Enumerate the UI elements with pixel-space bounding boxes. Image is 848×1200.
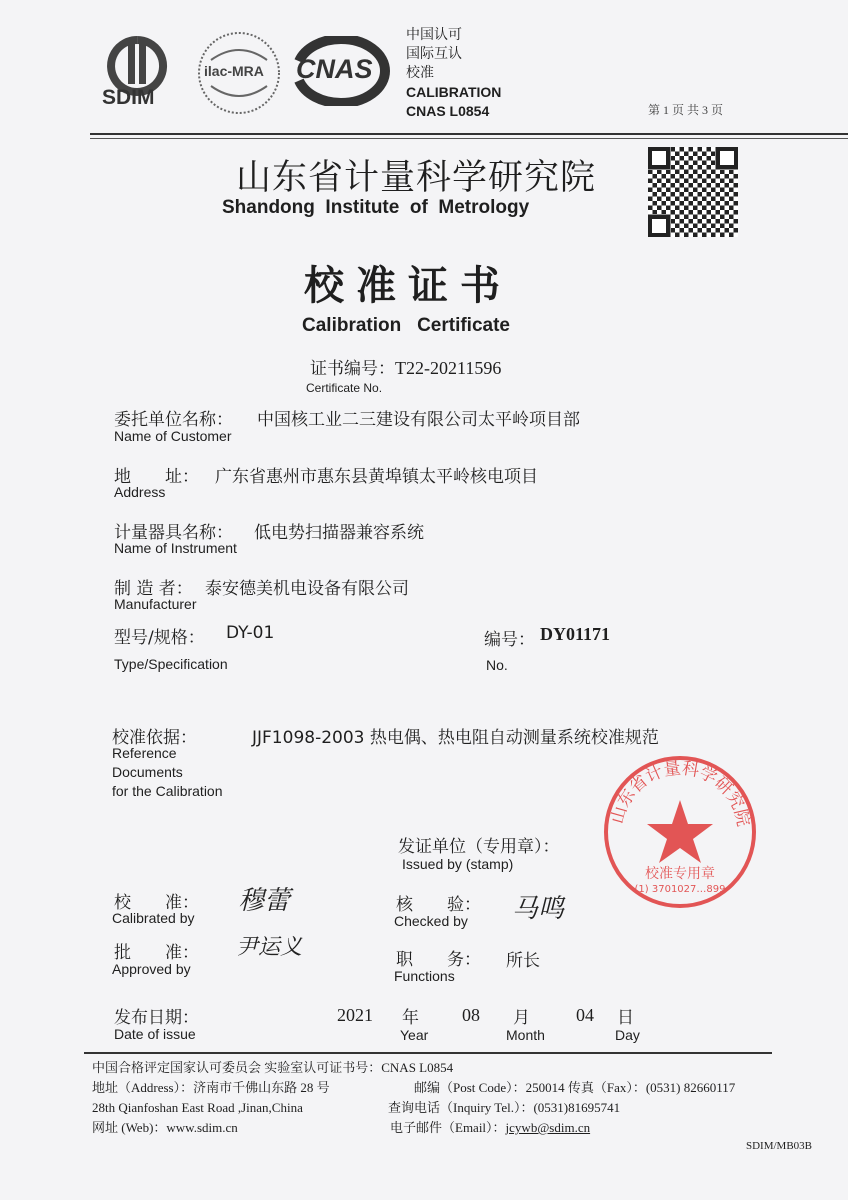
serial-label-en: No. [486, 657, 508, 673]
customer-value: 中国核工业二三建设有限公司太平岭项目部 [257, 410, 580, 430]
date-month-cn: 月 [513, 1008, 530, 1028]
official-stamp [600, 752, 760, 912]
checked-label-en: Checked by [394, 913, 468, 929]
accreditation-line: CNAS L0854 [406, 103, 490, 119]
functions-value: 所长 [506, 951, 540, 971]
date-day-cn: 日 [617, 1008, 634, 1028]
footer-divider [84, 1052, 772, 1054]
svg-text:(1) 3701027…899: (1) 3701027…899 [634, 884, 726, 895]
approved-label-en: Approved by [112, 961, 191, 977]
reference-label-en-line: for the Calibration [112, 783, 223, 799]
date-year-en: Year [400, 1027, 429, 1043]
certificate-title-en: Calibration Certificate [302, 315, 510, 336]
accreditation-line: 校准 [406, 65, 434, 81]
footer-email [390, 1118, 590, 1138]
functions-label-en: Functions [394, 968, 455, 984]
cnas-logo [292, 36, 390, 106]
reference-label-en-line: Reference [112, 745, 177, 761]
svg-text:山东省计量科学研究院: 山东省计量科学研究院 [607, 758, 754, 829]
calibrated-label-en: Calibrated by [112, 910, 195, 926]
address-label: 地 址： [114, 467, 199, 487]
footer-postcode-fax: 邮编（Post Code）：250014 传真（Fax）：(0531) 82660117 [414, 1080, 736, 1095]
functions-label: 职 务： [396, 950, 481, 970]
date-label-en: Date of issue [114, 1026, 196, 1042]
instrument-label-en: Name of Instrument [114, 540, 237, 556]
certificate-number [310, 354, 501, 379]
reference-value: JJF1098-2003 热电偶、热电阻自动测量系统校准规范 [252, 728, 659, 748]
form-code: SDIM/MB03B [746, 1140, 813, 1152]
date-year-cn: 年 [402, 1008, 419, 1028]
svg-text:校准专用章: 校准专用章 [645, 866, 715, 882]
checked-signature: 马鸣 [512, 894, 565, 924]
page-indicator: 第 1 页 共 3 页 [648, 103, 724, 117]
instrument-value: 低电势扫描器兼容系统 [254, 523, 424, 543]
calibrated-label: 校 准： [114, 893, 199, 913]
serial-label: 编号： [484, 630, 535, 650]
accreditation-line: 国际互认 [406, 46, 462, 62]
approved-signature: 尹运义 [236, 935, 303, 960]
approved-label: 批 准： [114, 943, 199, 963]
certificate-number-label-en: Certificate No. [306, 381, 383, 395]
type-label-en: Type/Specification [114, 656, 228, 672]
cnas-logo-text: CNAS [296, 54, 373, 84]
footer-address-en: 28th Qianfoshan East Road ,Jinan,China [92, 1100, 303, 1115]
type-label: 型号/规格： [114, 628, 205, 648]
issued-by-label: 发证单位（专用章）： [398, 837, 560, 857]
reference-label-en [112, 744, 223, 801]
reference-label: 校准依据： [112, 728, 197, 748]
certificate-number-value: T22-20211596 [395, 358, 502, 378]
footer-email-link[interactable]: jcywb@sdim.cn [505, 1120, 591, 1135]
calibrated-signature: 穆蕾 [238, 886, 291, 916]
ilac-mra-logo [196, 30, 282, 116]
date-day: 04 [576, 1005, 594, 1025]
sdim-logo [100, 34, 174, 112]
customer-label-en: Name of Customer [114, 428, 232, 444]
date-label: 发布日期： [114, 1008, 199, 1028]
type-value: DY-01 [226, 623, 275, 643]
sdim-logo-text: SDIM [102, 86, 155, 109]
footer-email-label: 电子邮件（Email）： [390, 1120, 506, 1135]
accreditation-line: 中国认可 [406, 27, 462, 43]
issued-by-label-en: Issued by (stamp) [402, 856, 514, 872]
footer-inquiry-tel: 查询电话（Inquiry Tel.）：(0531)81695741 [388, 1100, 621, 1115]
footer-address-cn: 地址（Address）：济南市千佛山东路 28 号 [92, 1080, 330, 1095]
footer [92, 1058, 832, 1142]
date-month: 08 [462, 1005, 480, 1025]
accreditation-block [406, 26, 501, 121]
address-value: 广东省惠州市惠东县黄埠镇太平岭核电项目 [215, 467, 538, 487]
manufacturer-value: 泰安德美机电设备有限公司 [205, 579, 409, 599]
institute-name-cn: 山东省计量科学研究院 [236, 158, 597, 198]
qr-code [648, 147, 738, 237]
checked-label: 核 验： [396, 895, 481, 915]
reference-label-en-line: Documents [112, 764, 183, 780]
accreditation-line: CALIBRATION [406, 84, 502, 100]
certificate-number-label: 证书编号： [310, 359, 395, 379]
footer-accreditation: 中国合格评定国家认可委员会 实验室认可证书号：CNAS L0854 [92, 1060, 454, 1075]
footer-web: 网址 (Web)：www.sdim.cn [92, 1120, 238, 1135]
header-divider-thin [90, 138, 848, 139]
date-month-en: Month [506, 1027, 545, 1043]
serial-value: DY01171 [540, 624, 611, 644]
address-label-en: Address [114, 484, 166, 500]
date-day-en: Day [615, 1027, 640, 1043]
institute-name-en: Shandong Institute of Metrology [222, 197, 530, 218]
manufacturer-label: 制 造 者： [114, 579, 193, 599]
header-divider [90, 133, 848, 135]
manufacturer-label-en: Manufacturer [114, 596, 197, 612]
instrument-label: 计量器具名称： [114, 523, 233, 543]
customer-label: 委托单位名称： [114, 410, 233, 430]
certificate-title-cn: 校准证书 [304, 263, 512, 309]
date-year: 2021 [337, 1005, 373, 1025]
ilac-mra-text: ilac-MRA [204, 63, 264, 79]
